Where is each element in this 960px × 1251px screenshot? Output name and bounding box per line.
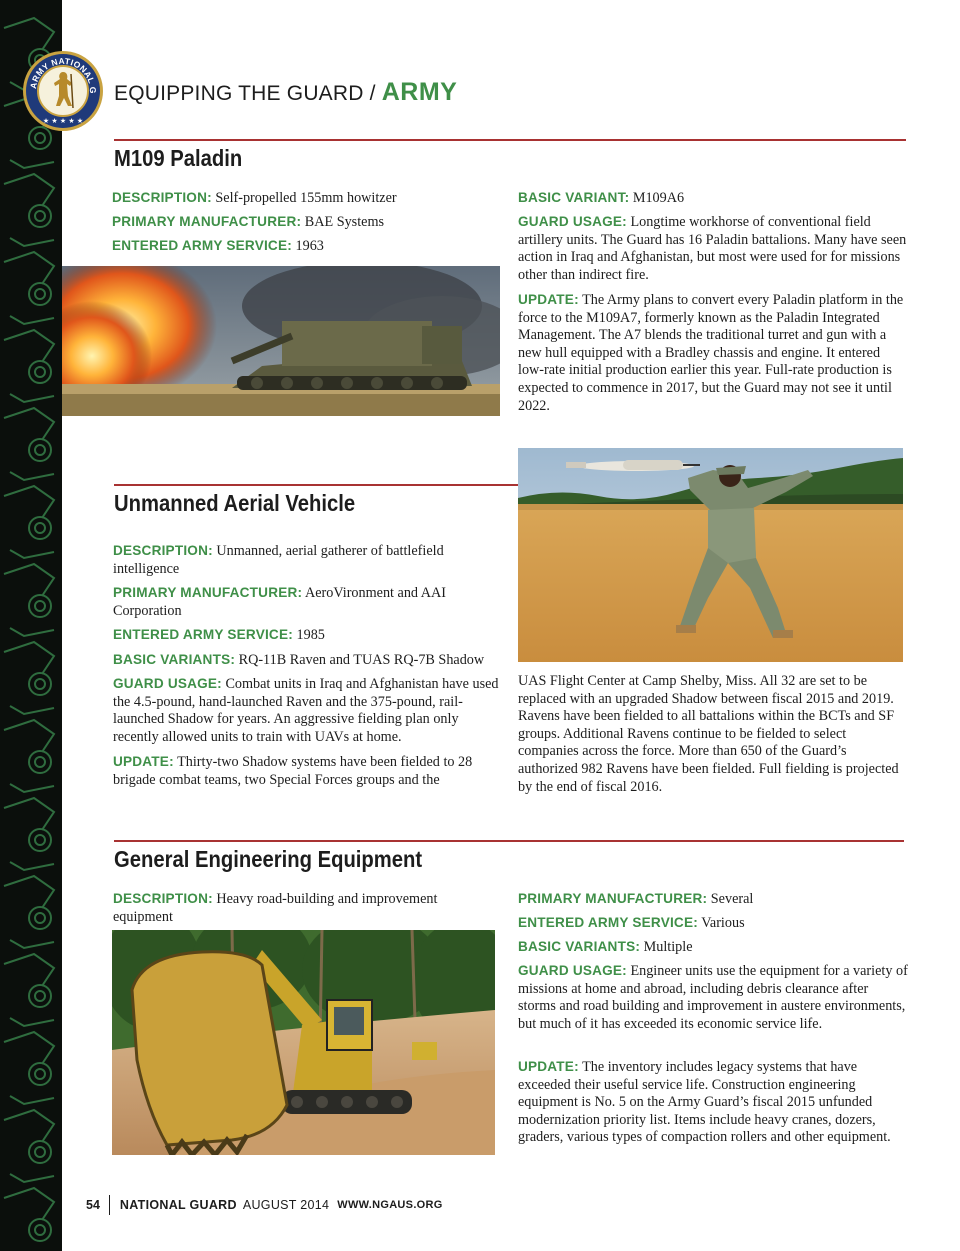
paladin-title: M109 Paladin — [114, 145, 243, 171]
field-value: AeroVironment and AAI Corporation — [113, 585, 446, 619]
uav-variants — [113, 651, 505, 670]
page-number: 54 — [86, 1198, 100, 1212]
field-value: Combat units in Iraq and Afghanistan have used the 4.5-pound, hand-launched Raven and the 375-pound, rail-launched Shadow for years. An aggressive fielding plan only recently allowed units to train with UAVs at home. — [113, 676, 499, 745]
section-divider — [114, 840, 904, 842]
field-label: GUARD USAGE: — [113, 676, 222, 691]
field-value: Longtime workhorse of conventional field artillery units. The Guard has 16 Paladin battalions. Many have seen action in Iraq and Afghanistan, but most were used for for missions other than indirect fire. — [518, 214, 907, 283]
section-header — [114, 78, 457, 107]
field-label: GUARD USAGE: — [518, 963, 627, 978]
section-category: ARMY — [381, 78, 458, 106]
army-national-guard-seal — [22, 50, 104, 132]
field-label: ENTERED ARMY SERVICE: — [518, 915, 698, 930]
page-footer — [86, 1195, 443, 1215]
engineering-manufacturer — [518, 890, 908, 909]
uav-description — [113, 542, 505, 578]
svg-text:★ ★ ★ ★ ★: ★ ★ ★ ★ ★ — [42, 117, 84, 125]
uav-launch-photo — [518, 448, 903, 662]
field-value: The Army plans to convert every Paladin platform in the force to the M109A7, formerly known as the Paladin Integrated Management. The A7 blends the traditional turret and gun with a new hull equipped with a Bradley chassis and engine. It entered low-rate initial production earlier this year. Full-rate production is expected to commence in 2017, but the Guard may not see it until 2022. — [518, 292, 904, 414]
engineering-variants — [518, 938, 908, 957]
uav-title: Unmanned Aerial Vehicle — [114, 490, 356, 516]
engineering-title: General Engineering Equipment — [114, 846, 423, 872]
field-label: BASIC VARIANTS: — [518, 939, 641, 954]
field-label: BASIC VARIANT: — [518, 190, 630, 205]
svg-text:ARMY NATIONAL GUARD: ARMY NATIONAL G — [28, 55, 99, 95]
uav-manufacturer — [113, 584, 505, 620]
field-label: BASIC VARIANTS: — [113, 652, 236, 667]
paladin-description — [112, 189, 502, 208]
field-label: DESCRIPTION: — [113, 891, 213, 906]
paladin-howitzer-photo — [62, 266, 500, 416]
field-value: 1985 — [292, 627, 325, 643]
field-label: DESCRIPTION: — [112, 190, 212, 205]
field-label: ENTERED ARMY SERVICE: — [112, 238, 292, 253]
field-value: Self-propelled 155mm howitzer — [211, 190, 397, 206]
field-label: DESCRIPTION: — [113, 543, 213, 558]
field-value: 1963 — [291, 238, 324, 254]
engineering-service — [518, 914, 908, 933]
field-value: Multiple — [640, 939, 693, 955]
website-url: WWW.NGAUS.ORG — [337, 1199, 443, 1211]
field-value: BAE Systems — [301, 214, 385, 230]
field-label: GUARD USAGE: — [518, 214, 627, 229]
section-label: EQUIPPING THE GUARD / — [114, 82, 376, 105]
paladin-variant — [518, 189, 908, 208]
paladin-update — [518, 291, 908, 415]
paladin-service — [112, 237, 502, 256]
issue-date: AUGUST 2014 — [242, 1198, 330, 1212]
field-value: Engineer units use the equipment for a variety of missions at home and abroad, including debris clearance after storms and road building and improvement in austere environments, but much of it has exceeded its economic service life. — [518, 963, 908, 1032]
engineering-update — [518, 1058, 908, 1147]
footer-divider — [109, 1195, 110, 1215]
uav-usage — [113, 675, 505, 746]
field-label: UPDATE: — [113, 754, 174, 769]
decorative-sidebar-strip — [0, 0, 62, 1251]
field-value: RQ-11B Raven and TUAS RQ-7B Shadow — [235, 652, 485, 668]
paladin-usage — [518, 213, 908, 284]
excavator-photo — [112, 930, 495, 1155]
paladin-manufacturer — [112, 213, 502, 232]
field-value: Various — [697, 915, 745, 931]
uav-update — [113, 753, 505, 789]
field-label: PRIMARY MANUFACTURER: — [518, 891, 708, 906]
field-value: The inventory includes legacy systems that have exceeded their useful service life. Construction engineering equipment is No. 5 on the Army Guard’s fiscal 2015 unfunded modernization priority list. Items include heavy cranes, dozers, graders, various types of compaction rollers and other equipment. — [518, 1059, 891, 1146]
magazine-name: NATIONAL GUARD — [119, 1198, 237, 1212]
field-label: UPDATE: — [518, 1059, 579, 1074]
uav-update-continued: UAS Flight Center at Camp Shelby, Miss. All 32 are set to be replaced with an upgraded Shadow between fiscal 2015 and 2019. Ravens have been fielded to all battalions within the BCTs and SF groups. Additional Ravens continue to be fielded to select companies across the force. More than 650 of the Guard’s authorized 982 Ravens have been fielded. Full fielding is projected by the end of fiscal 2016. — [518, 673, 899, 795]
field-label: UPDATE: — [518, 292, 579, 307]
engineering-description — [113, 890, 493, 926]
engineering-usage — [518, 962, 908, 1033]
field-value: Thirty-two Shadow systems have been fielded to 28 brigade combat teams, two Special Forces groups and the — [113, 754, 473, 788]
field-value: Several — [707, 891, 754, 907]
field-label: PRIMARY MANUFACTURER: — [112, 214, 302, 229]
field-value: Unmanned, aerial gatherer of battlefield intelligence — [113, 543, 444, 577]
field-value: M109A6 — [629, 190, 685, 206]
field-value: Heavy road-building and improvement equipment — [113, 891, 438, 925]
section-divider — [114, 484, 518, 486]
uav-service — [113, 626, 505, 645]
section-divider — [114, 139, 906, 141]
field-label: PRIMARY MANUFACTURER: — [113, 585, 303, 600]
field-label: ENTERED ARMY SERVICE: — [113, 627, 293, 642]
